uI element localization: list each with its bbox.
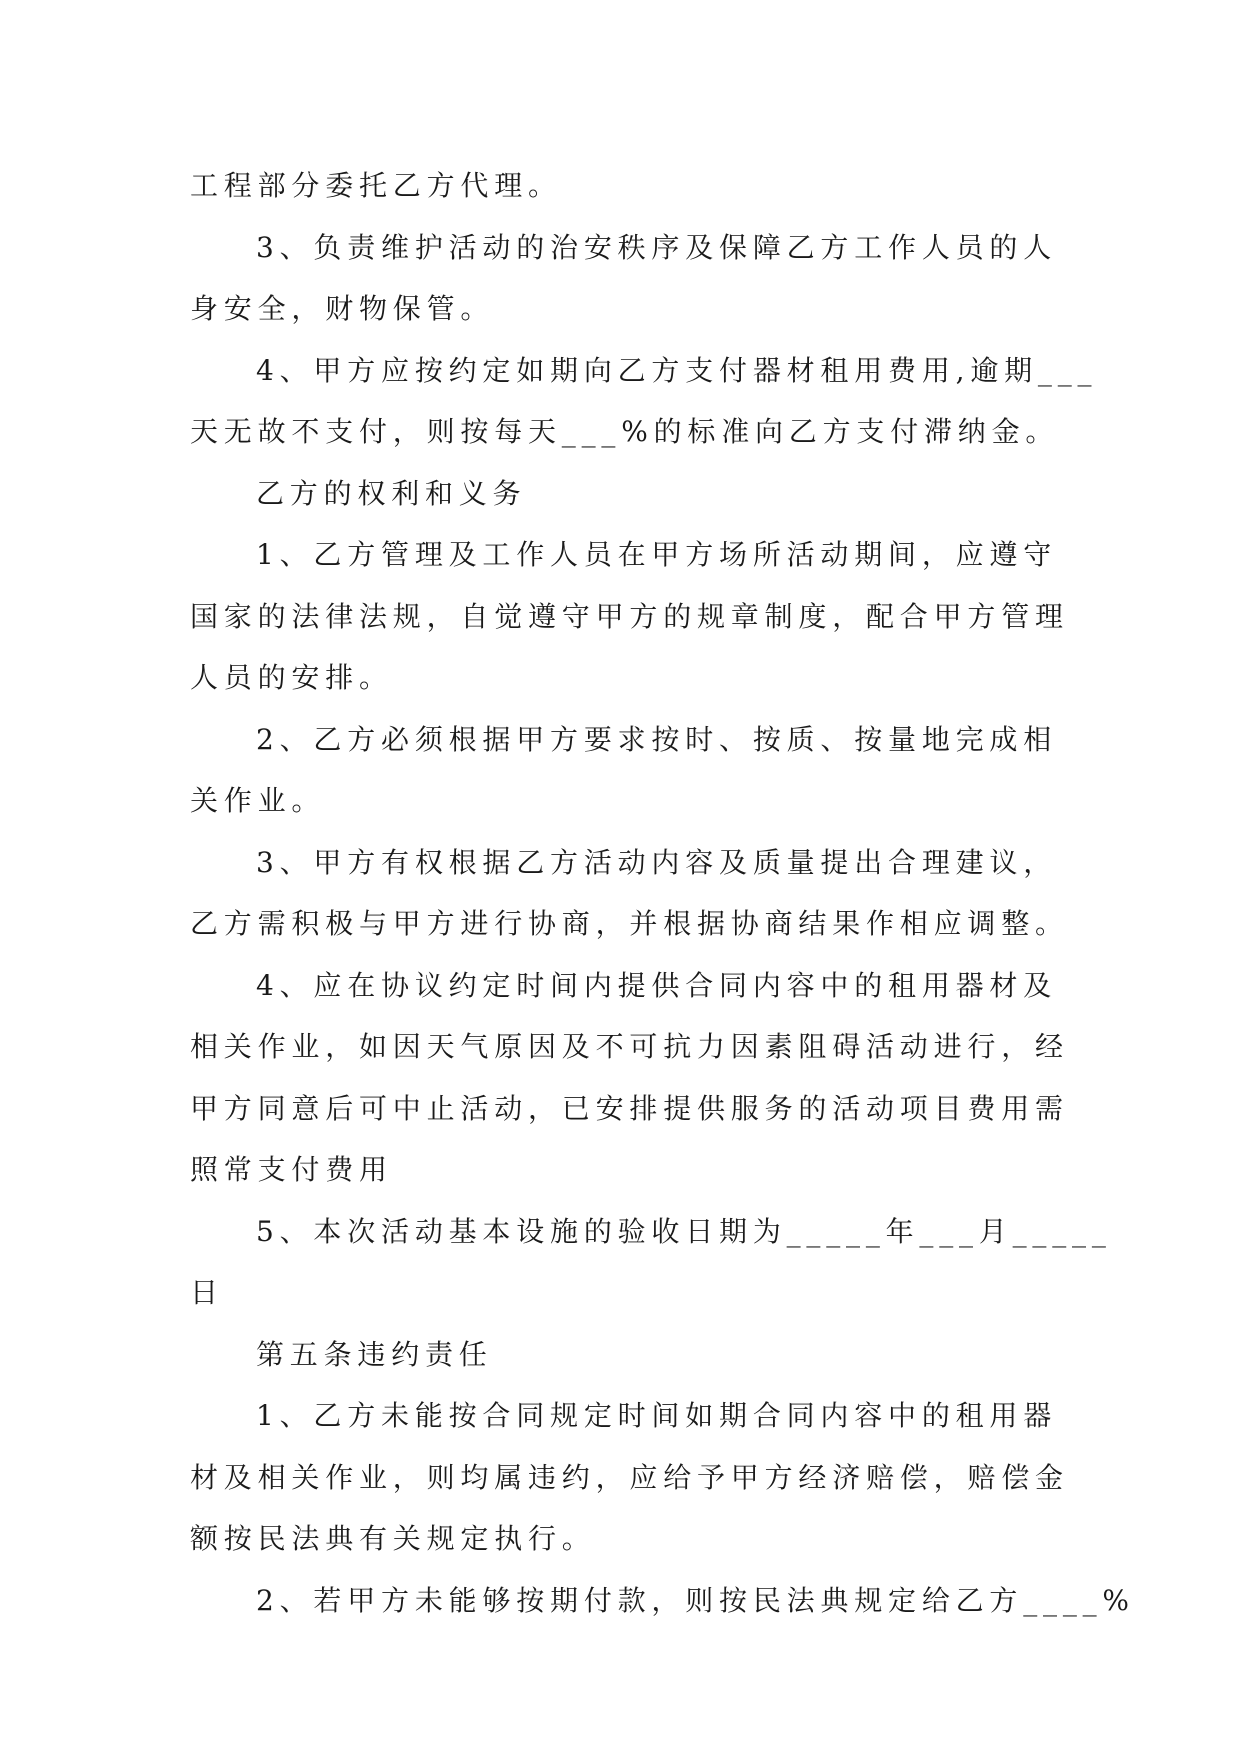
document-body: [190, 155, 1135, 1631]
text-line: 关作业。: [190, 784, 326, 817]
text-line: 人员的安排。: [190, 661, 393, 694]
text-line: 1、乙方管理及工作人员在甲方场所活动期间，应遵守: [256, 538, 1058, 571]
text-line: 乙方需积极与甲方进行协商，并根据协商结果作相应调整。: [190, 907, 1069, 940]
text-line: 4、应在协议约定时间内提供合同内容中的租用器材及: [256, 968, 1058, 1002]
text-line: 3、甲方有权根据乙方活动内容及质量提出合理建议，: [256, 845, 1058, 879]
text-line: 身安全，财物保管。: [190, 292, 495, 325]
text-line: 额按民法典有关规定执行。: [190, 1522, 596, 1555]
text-line: 甲方同意后可中止活动，已安排提供服务的活动项目费用需: [190, 1091, 1069, 1125]
section-heading: 第五条违约责任: [256, 1337, 493, 1371]
text-line: 5、本次活动基本设施的验收日期为_____年___月_____: [256, 1214, 1112, 1248]
text-line: 日: [190, 1276, 224, 1309]
text-line: 2、若甲方未能够按期付款，则按民法典规定给乙方____%: [256, 1583, 1135, 1617]
text-line: 材及相关作业，则均属违约，应给予甲方经济赔偿，赔偿金: [190, 1460, 1069, 1494]
text-line: 3、负责维护活动的治安秩序及保障乙方工作人员的人: [256, 230, 1058, 264]
text-line: 照常支付费用: [190, 1153, 393, 1186]
text-line: 工程部分委托乙方代理。: [190, 169, 562, 202]
section-heading: 乙方的权利和义务: [256, 476, 527, 510]
text-line: 4、甲方应按约定如期向乙方支付器材租用费用,逾期___: [256, 353, 1098, 387]
text-line: 1、乙方未能按合同规定时间如期合同内容中的租用器: [256, 1399, 1058, 1432]
text-line: 天无故不支付，则按每天___%的标准向乙方支付滞纳金。: [190, 415, 1060, 448]
text-line: 相关作业，如因天气原因及不可抗力因素阻碍活动进行，经: [190, 1030, 1069, 1063]
text-line: 国家的法律法规，自觉遵守甲方的规章制度，配合甲方管理: [190, 599, 1069, 633]
text-line: 2、乙方必须根据甲方要求按时、按质、按量地完成相: [256, 722, 1058, 756]
